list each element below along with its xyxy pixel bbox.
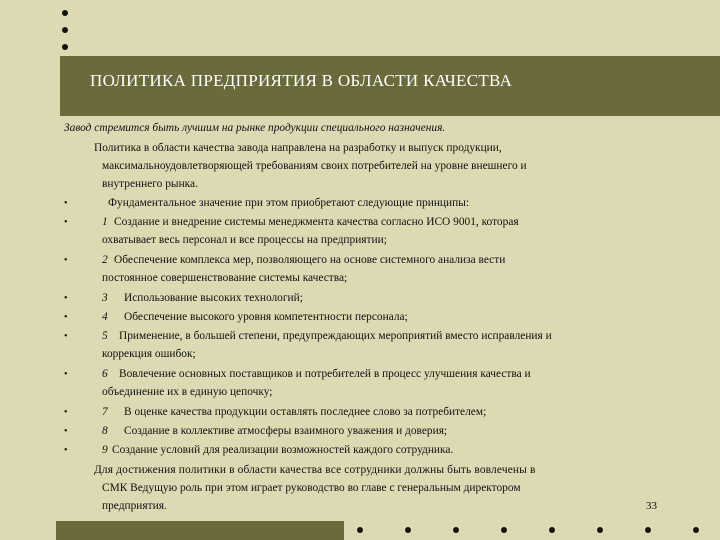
decor-dot xyxy=(549,527,555,533)
principle-text: Создание в коллективе атмосферы взаимного уважения и доверия; xyxy=(124,425,448,437)
bullet-icon: • xyxy=(64,369,68,380)
policy-line: Политика в области качества завода направлена на разработку и выпуск продукции, xyxy=(94,142,502,154)
principle-number: 4 xyxy=(102,311,108,323)
principle-text: Создание условий для реализации возможностей каждого сотрудника. xyxy=(112,444,454,456)
decor-dot xyxy=(501,527,507,533)
bullet-icon: • xyxy=(64,293,68,304)
principle-text: коррекция ошибок; xyxy=(102,348,196,360)
policy-line: максимальноудовлетворяющей требованиям своих потребителей на уровне внешнего и xyxy=(102,160,527,172)
conclusion-line: СМК Ведущую роль при этом играет руководство во главе с генеральным директором xyxy=(102,482,521,494)
principle-number: 2 xyxy=(102,254,108,266)
bullet-icon: • xyxy=(64,312,68,323)
principle-number: 1 xyxy=(102,216,108,228)
bullet-icon: • xyxy=(64,255,68,266)
principle-text: постоянное совершенствование системы качества; xyxy=(102,272,348,284)
principle-text: Обеспечение комплекса мер, позволяющего на основе системного анализа вести xyxy=(114,254,506,266)
page-number: 33 xyxy=(646,500,657,512)
bullet-icon: • xyxy=(64,331,68,342)
principle-text: охватывает весь персонал и все процессы на предприятии; xyxy=(102,234,387,246)
principle-text: Обеспечение высокого уровня компетентности персонала; xyxy=(124,311,408,323)
decor-dot xyxy=(453,527,459,533)
principle-number: 7 xyxy=(102,406,108,418)
conclusion-line: Для достижения политики в области качества все сотрудники должны быть вовлечены в xyxy=(94,464,536,476)
principle-text: Создание и внедрение системы менеджмента качества согласно ИСО 9001, которая xyxy=(114,216,519,228)
bullet-icon: • xyxy=(64,407,68,418)
principle-text: Применение, в большей степени, предупреждающих мероприятий вместо исправления и xyxy=(119,330,552,342)
principles-heading: Фундаментальное значение при этом приобретают следующие принципы: xyxy=(108,197,470,209)
principle-number: 5 xyxy=(102,330,108,342)
bullet-icon: • xyxy=(64,426,68,437)
conclusion-line: предприятия. xyxy=(102,500,167,512)
principle-text: объединение их в единую цепочку; xyxy=(102,386,273,398)
policy-line: внутреннего рынка. xyxy=(102,178,198,190)
bullet-icon: • xyxy=(64,217,68,228)
principle-number: 9 xyxy=(102,444,108,456)
decor-dot xyxy=(693,527,699,533)
principle-number: 3 xyxy=(102,292,108,304)
principle-number: 8 xyxy=(102,425,108,437)
decor-dot xyxy=(357,527,363,533)
bottom-bar xyxy=(56,521,344,540)
page-title: ПОЛИТИКА ПРЕДПРИЯТИЯ В ОБЛАСТИ КАЧЕСТВА xyxy=(90,71,513,90)
principle-number: 6 xyxy=(102,368,108,380)
bullet-icon: • xyxy=(64,198,68,209)
decor-dot xyxy=(645,527,651,533)
principle-text: Вовлечение основных поставщиков и потребителей в процесс улучшения качества и xyxy=(119,368,531,380)
principle-text: Использование высоких технологий; xyxy=(124,292,303,304)
bullet-icon: • xyxy=(64,445,68,456)
principle-text: В оценке качества продукции оставлять последнее слово за потребителем; xyxy=(124,406,487,418)
decor-dot xyxy=(597,527,603,533)
intro-text: Завод стремится быть лучшим на рынке продукции специального назначения. xyxy=(64,122,446,134)
decor-dot xyxy=(405,527,411,533)
